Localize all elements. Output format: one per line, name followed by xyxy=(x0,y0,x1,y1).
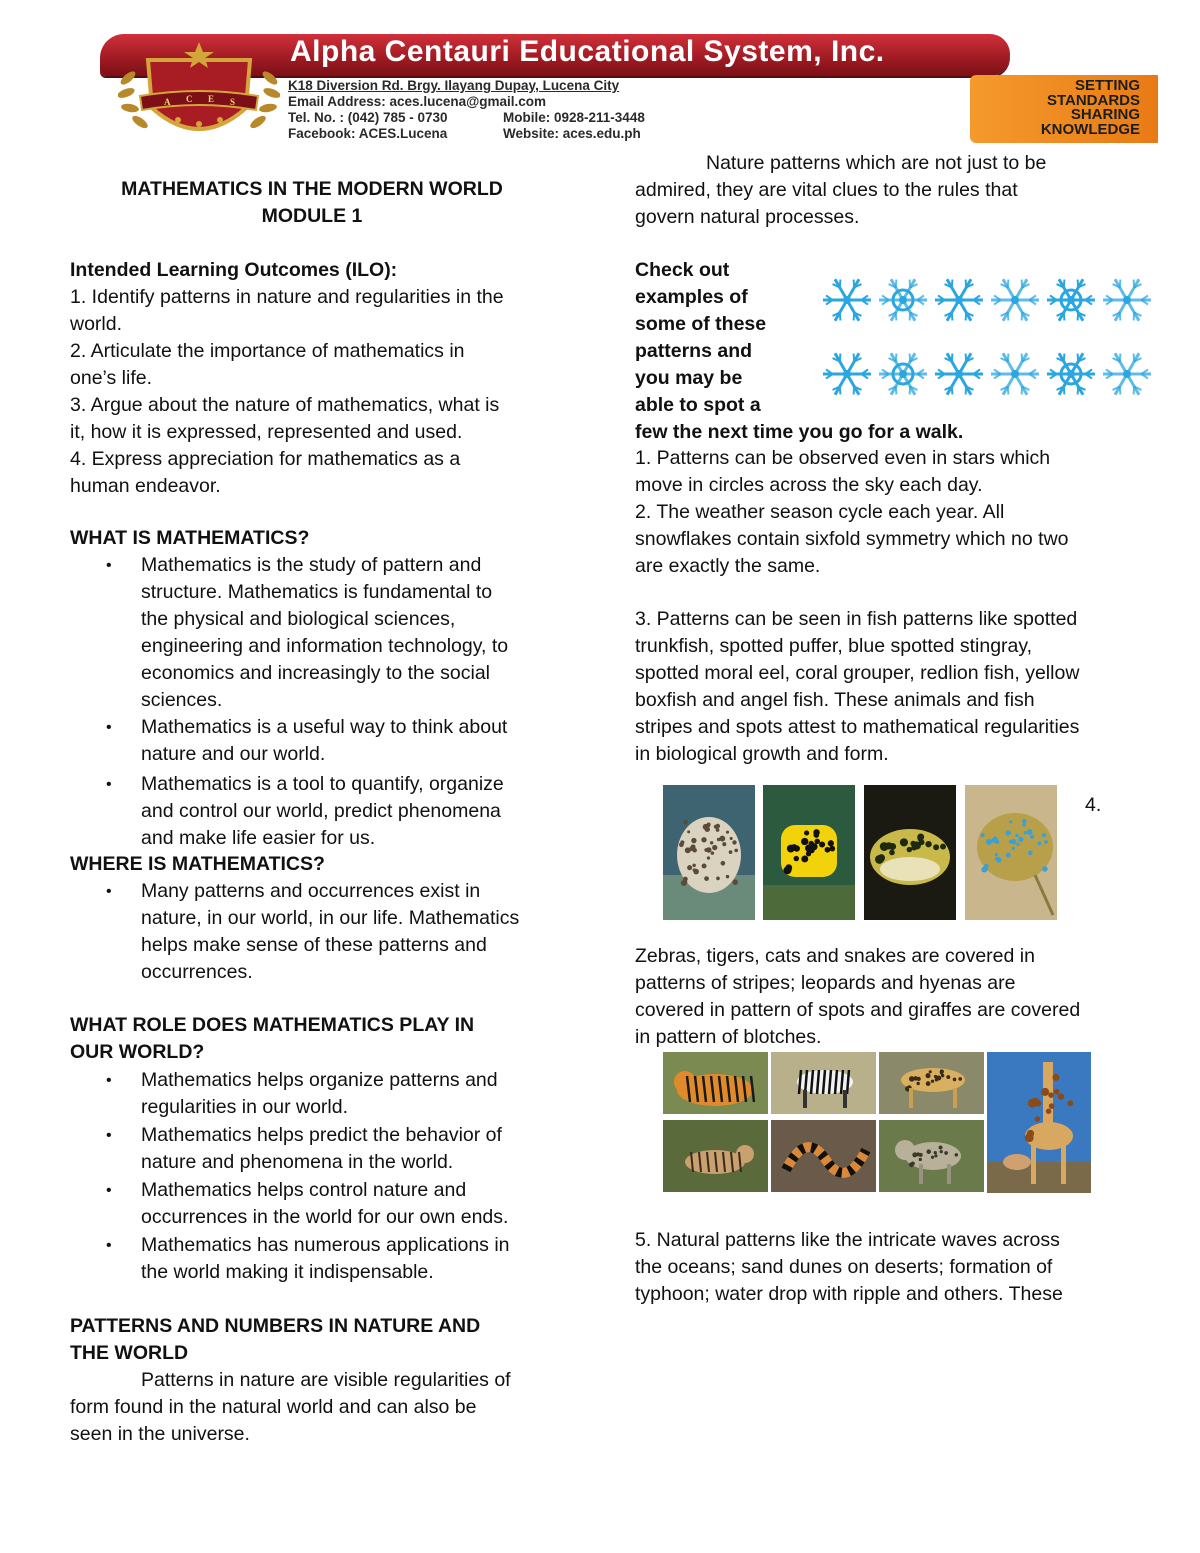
bullet-line: nature, in our world, in our life. Mathematics xyxy=(141,907,520,929)
contact-info xyxy=(288,78,645,142)
paragraph-line: form found in the natural world and can also be xyxy=(70,1396,477,1418)
email-text: Email Address: aces.lucena@gmail.com xyxy=(288,94,547,109)
letterhead xyxy=(0,0,1200,150)
ilo-item-1: 1. Identify patterns in nature and regularities in the xyxy=(70,286,504,308)
ilo-item-4: 4. Express appreciation for mathematics as a xyxy=(70,448,461,470)
bullet-line: structure. Mathematics is fundamental to xyxy=(141,581,493,603)
paragraph-line: seen in the universe. xyxy=(70,1423,250,1445)
paragraph-line: typhoon; water drop with ripple and others. These xyxy=(635,1283,1063,1305)
slogan-line-1: SETTING xyxy=(1074,77,1140,94)
ilo-item-1-cont: world. xyxy=(70,313,123,335)
spotted-puffer-photo xyxy=(864,785,956,920)
snowflake-icon xyxy=(1047,353,1095,395)
point-4-marker: 4. xyxy=(1085,794,1102,816)
paragraph-line: covered in pattern of spots and giraffes are covered xyxy=(635,999,1081,1021)
giraffe-photo xyxy=(987,1052,1091,1193)
paragraph-line: Zebras, tigers, cats and snakes are covered in xyxy=(635,945,1035,967)
module-title-line-1: MATHEMATICS IN THE MODERN WORLD xyxy=(121,178,503,200)
paragraph-line: Nature patterns which are not just to be xyxy=(706,152,1047,174)
bullet-line: • Mathematics helps predict the behavior of xyxy=(141,1124,502,1146)
address-text: K18 Diversion Rd. Brgy. Ilayang Dupay, Lucena City xyxy=(288,78,620,93)
paragraph-line: snowflakes contain sixfold symmetry which no two xyxy=(635,528,1069,550)
what-is-bullet-1 xyxy=(141,552,581,714)
snowflakes-image xyxy=(823,266,1153,406)
pattern-point-2 xyxy=(635,499,1155,580)
module-title xyxy=(52,176,572,230)
check-line: some of these xyxy=(635,313,767,335)
slogan-line-2: STANDARDS xyxy=(1046,91,1140,109)
crest-letter-c: C xyxy=(186,94,193,104)
paragraph-line: are exactly the same. xyxy=(635,555,821,577)
paragraph-line: 1. Patterns can be observed even in stars which xyxy=(635,447,1051,469)
role-bullet-1 xyxy=(141,1067,581,1121)
pattern-point-5 xyxy=(635,1227,1155,1308)
bullet-line: economics and increasingly to the social xyxy=(141,662,491,684)
snowflake-icon xyxy=(1103,353,1151,395)
paragraph-line: 2. The weather season cycle each year. All xyxy=(635,501,1005,523)
facebook-text: Facebook: ACES.Lucena xyxy=(288,126,448,141)
paragraph-line: in biological growth and form. xyxy=(635,743,889,765)
snowflake-icon xyxy=(879,353,927,395)
snake-photo xyxy=(771,1120,876,1192)
snowflake-icon xyxy=(1047,279,1095,321)
slogan-badge xyxy=(970,75,1158,143)
check-line: able to spot a xyxy=(635,394,761,416)
role-heading-line-1: WHAT ROLE DOES MATHEMATICS PLAY IN xyxy=(70,1014,475,1036)
bullet-line: regularities in our world. xyxy=(141,1096,349,1118)
snowflake-icon xyxy=(991,279,1039,321)
check-line: Check out xyxy=(635,259,730,281)
snowflake-icon xyxy=(935,353,983,395)
bullet-line: and control our world, predict phenomena xyxy=(141,800,501,822)
module-title-line-2: MODULE 1 xyxy=(261,205,363,227)
bullet-line: nature and phenomena in the world. xyxy=(141,1151,454,1173)
bullet-line: • Mathematics has numerous applications in xyxy=(141,1234,510,1256)
bullet-line: • Mathematics is a tool to quantify, organize xyxy=(141,773,504,795)
check-line: few the next time you go for a walk. xyxy=(635,421,964,443)
bullet-line: occurrences. xyxy=(141,961,253,983)
role-heading-line-2: OUR WORLD? xyxy=(70,1041,205,1063)
bullet-line: the physical and biological sciences, xyxy=(141,608,456,630)
what-is-heading: WHAT IS MATHEMATICS? xyxy=(70,527,310,549)
paragraph-line: admired, they are vital clues to the rules that xyxy=(635,179,1018,201)
where-is-heading: WHERE IS MATHEMATICS? xyxy=(70,853,325,875)
role-bullet-3 xyxy=(141,1177,581,1231)
slogan-line-3: SHARING xyxy=(1070,106,1140,123)
what-is-bullet-2 xyxy=(141,714,581,768)
ilo-item-3-cont: it, how it is expressed, represented and used. xyxy=(70,421,463,443)
bullet-line: nature and our world. xyxy=(141,743,326,765)
website-text: Website: aces.edu.ph xyxy=(503,126,641,141)
pattern-point-3 xyxy=(635,606,1155,768)
slogan-line-4: KNOWLEDGE xyxy=(1040,120,1140,138)
paragraph-line: patterns of stripes; leopards and hyenas are xyxy=(635,972,1016,994)
paragraph-line: spotted moral eel, coral grouper, redlion fish, yellow xyxy=(635,662,1080,684)
bullet-line: • Mathematics is a useful way to think about xyxy=(141,716,508,738)
bullet-line: • Many patterns and occurrences exist in xyxy=(141,880,481,902)
bullet-line: and make life easier for us. xyxy=(141,827,376,849)
leopard-photo xyxy=(879,1052,984,1114)
bullet-line: • Mathematics helps organize patterns and xyxy=(141,1069,498,1091)
patterns-heading xyxy=(70,1313,480,1367)
mobile-text: Mobile: 0928-211-3448 xyxy=(503,110,645,125)
pattern-point-1 xyxy=(635,445,1155,499)
crest-letter-e: E xyxy=(208,94,215,104)
paragraph-line: 3. Patterns can be seen in fish patterns like spotted xyxy=(635,608,1078,630)
yellow-boxfish-photo xyxy=(763,785,855,920)
patterns-paragraph xyxy=(70,1367,570,1448)
paragraph-line: the oceans; sand dunes on deserts; formation of xyxy=(635,1256,1053,1278)
blue-spotted-stingray-photo xyxy=(965,785,1057,920)
intro-paragraph xyxy=(635,150,1155,231)
patterns-heading-line-2: THE WORLD xyxy=(70,1342,189,1364)
bullet-line: engineering and information technology, to xyxy=(141,635,509,657)
paragraph-line: move in circles across the sky each day. xyxy=(635,474,983,496)
paragraph-line: trunkfish, spotted puffer, blue spotted stingray, xyxy=(635,635,1033,657)
tel-text: Tel. No. : (042) 785 - 0730 xyxy=(288,110,448,125)
zebra-photo xyxy=(771,1052,876,1114)
snowflake-icon xyxy=(1103,279,1151,321)
paragraph-line: 5. Natural patterns like the intricate waves across xyxy=(635,1229,1060,1251)
ilo-item-2-cont: one’s life. xyxy=(70,367,153,389)
paragraph-line: govern natural processes. xyxy=(635,206,860,228)
spotted-trunkfish-photo xyxy=(663,785,755,920)
snowflake-icon xyxy=(935,279,983,321)
where-is-bullet-1 xyxy=(141,878,591,986)
fish-images xyxy=(663,785,1063,922)
role-heading xyxy=(70,1012,474,1066)
ilo-item-3: 3. Argue about the nature of mathematics, what is xyxy=(70,394,500,416)
role-bullet-4 xyxy=(141,1232,581,1286)
bullet-line: • Mathematics helps control nature and xyxy=(141,1179,467,1201)
paragraph-line: Patterns in nature are visible regularities of xyxy=(141,1369,511,1391)
ilo-item-4-cont: human endeavor. xyxy=(70,475,221,497)
institution-name: Alpha Centauri Educational System, Inc. xyxy=(290,35,885,68)
cat-photo xyxy=(663,1120,768,1192)
bullet-line: occurrences in the world for our own ends. xyxy=(141,1206,509,1228)
check-line: patterns and xyxy=(635,340,753,362)
role-bullet-2 xyxy=(141,1122,581,1176)
paragraph-line: stripes and spots attest to mathematical regularities xyxy=(635,716,1080,738)
ilo-item-2: 2. Articulate the importance of mathematics in xyxy=(70,340,465,362)
animal-images xyxy=(663,1052,1093,1194)
bullet-line: the world making it indispensable. xyxy=(141,1261,434,1283)
crest-letter-s: S xyxy=(230,97,236,107)
snowflake-icon xyxy=(991,353,1039,395)
snowflake-icon xyxy=(823,279,871,321)
school-crest-logo xyxy=(118,38,280,148)
hyena-photo xyxy=(879,1120,984,1192)
patterns-heading-line-1: PATTERNS AND NUMBERS IN NATURE AND xyxy=(70,1315,481,1337)
ilo-list xyxy=(70,284,580,500)
paragraph-line: boxfish and angel fish. These animals and fish xyxy=(635,689,1035,711)
snowflake-icon xyxy=(823,353,871,395)
ilo-heading: Intended Learning Outcomes (ILO): xyxy=(70,259,398,281)
what-is-bullet-3 xyxy=(141,771,581,852)
tiger-photo xyxy=(663,1052,768,1114)
check-line: examples of xyxy=(635,286,748,308)
pattern-point-4 xyxy=(635,943,1155,1051)
bullet-line: • Mathematics is the study of pattern and xyxy=(141,554,482,576)
bullet-line: sciences. xyxy=(141,689,223,711)
paragraph-line: in pattern of blotches. xyxy=(635,1026,822,1048)
snowflake-icon xyxy=(879,279,927,321)
bullet-line: helps make sense of these patterns and xyxy=(141,934,487,956)
crest-letter-a: A xyxy=(164,97,171,107)
check-line: you may be xyxy=(635,367,743,389)
